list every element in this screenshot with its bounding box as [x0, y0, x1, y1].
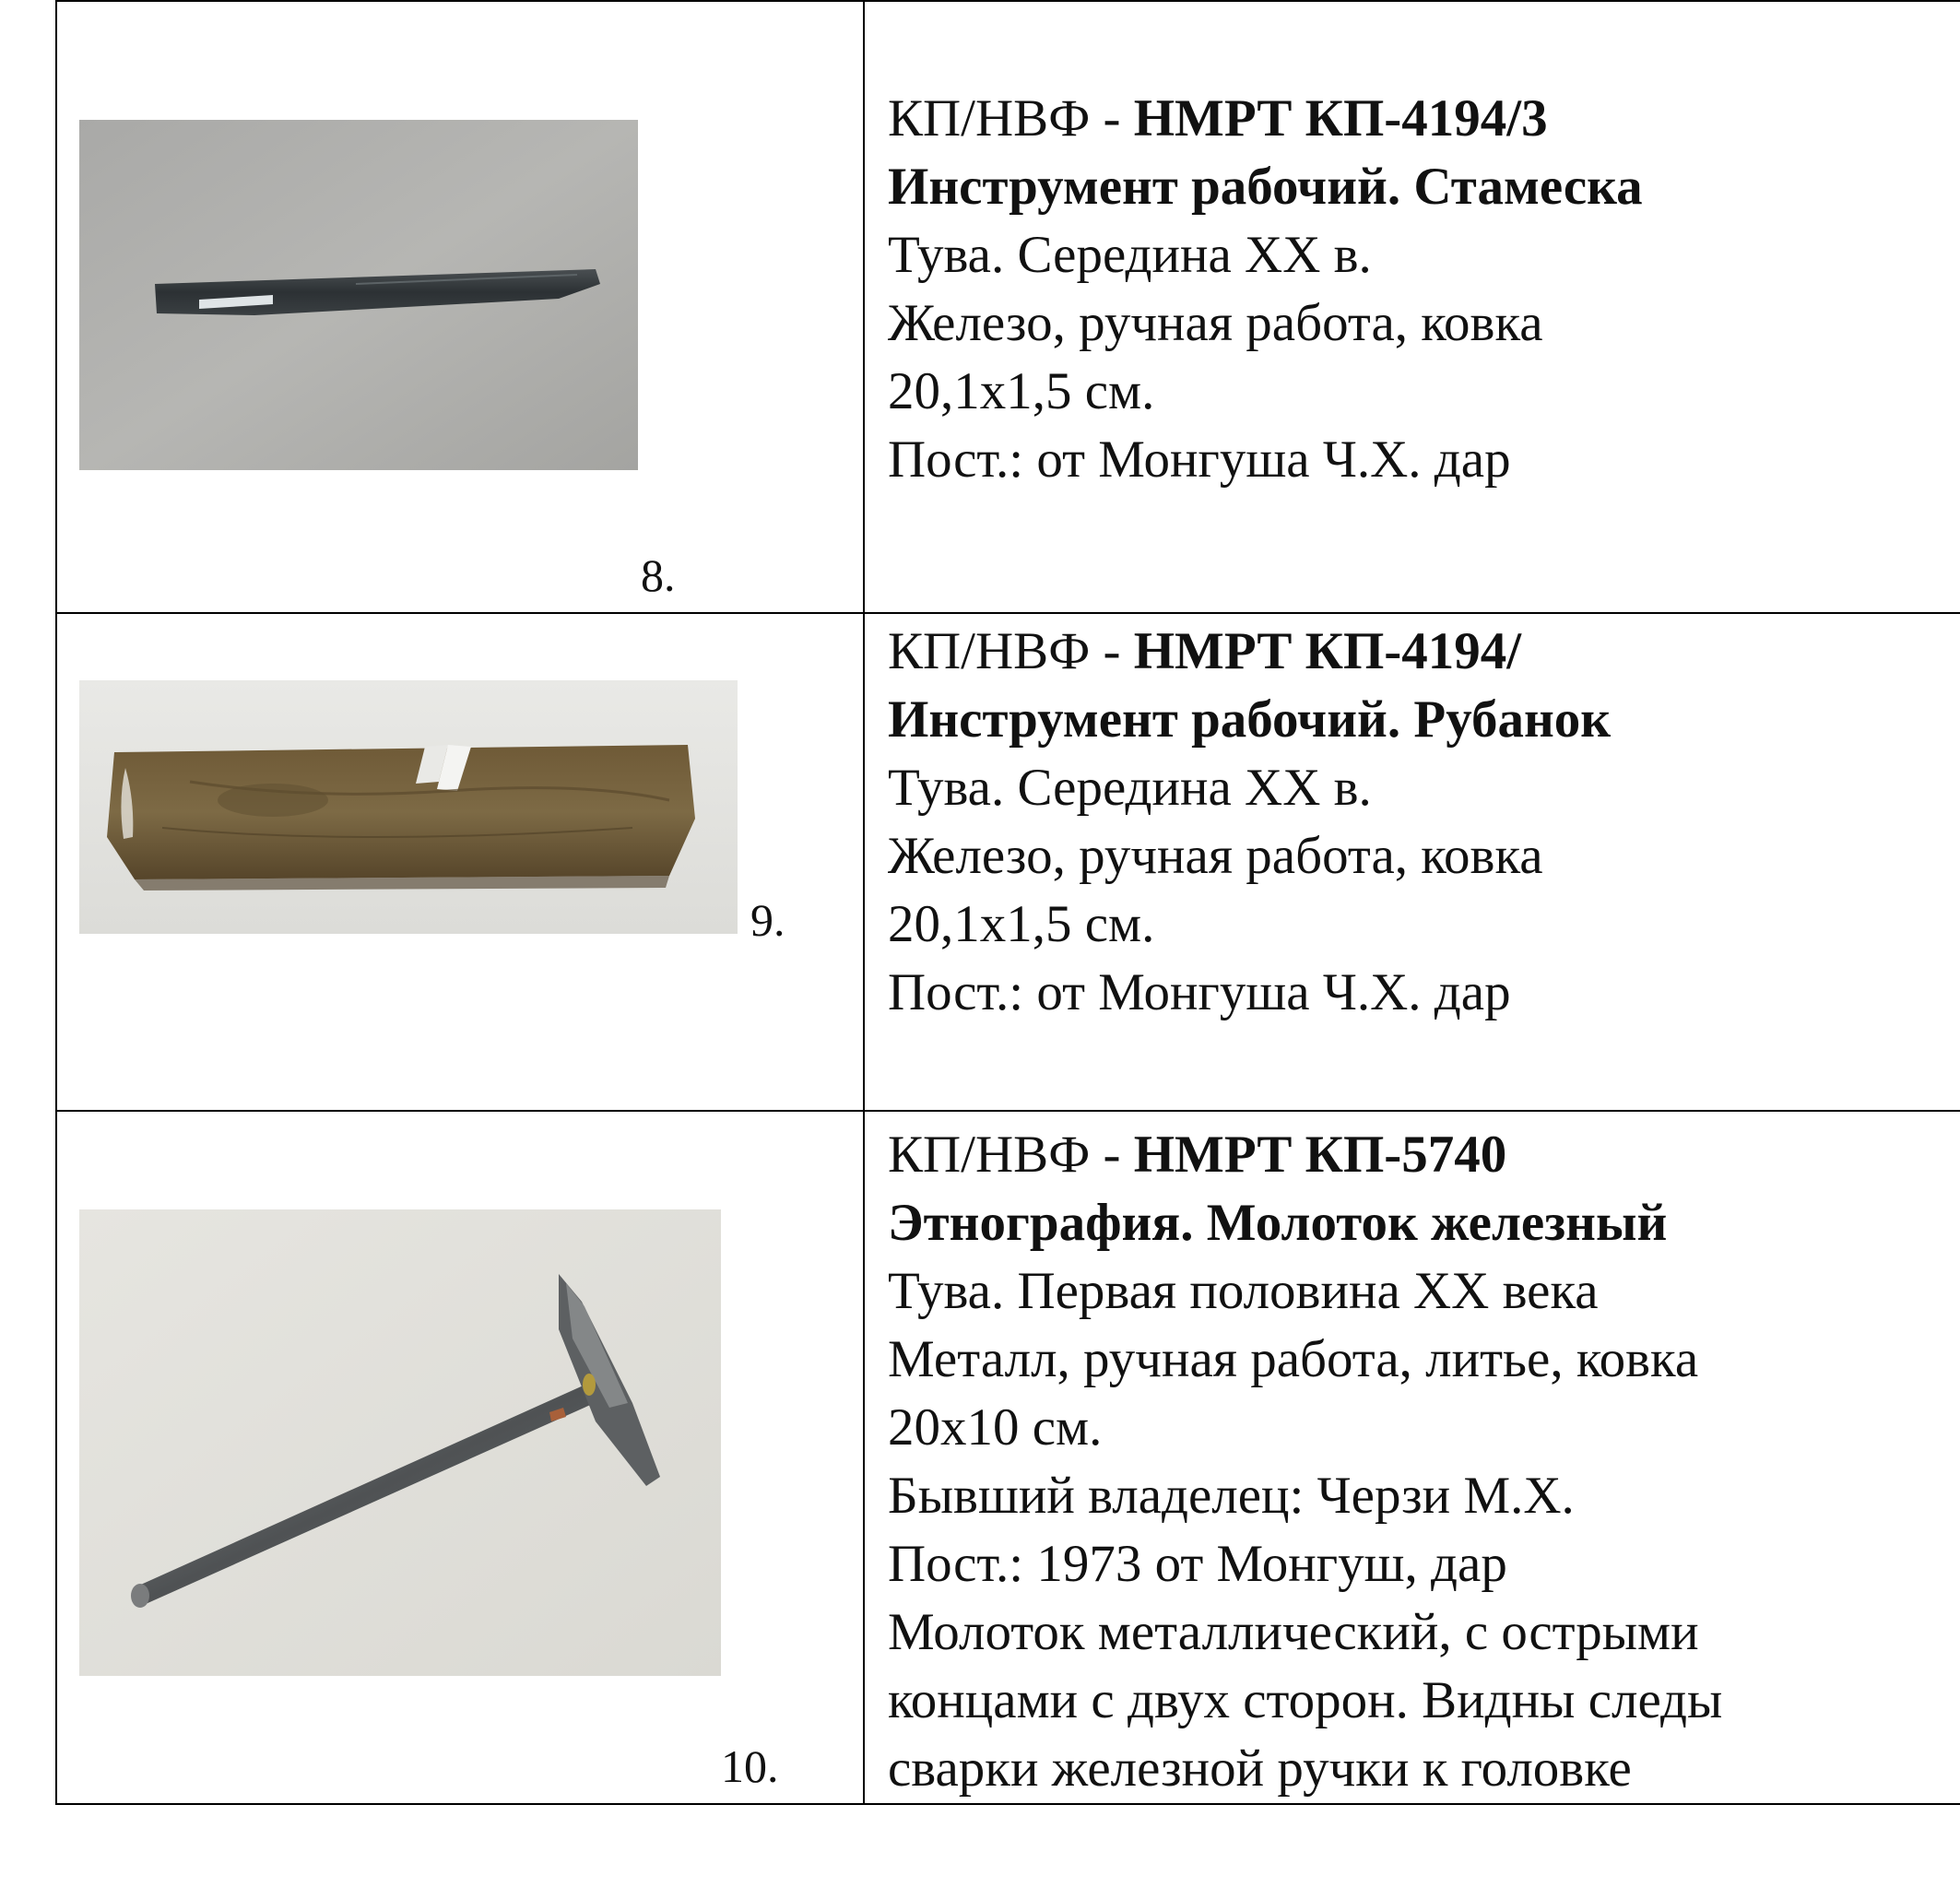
accession-prefix: КП/НВФ - [888, 622, 1134, 680]
accession-code: НМРТ КП-4194/ [1133, 622, 1522, 680]
item-number: 8. [641, 549, 676, 601]
iron-hammer-photo [79, 1209, 721, 1676]
photo-cell [56, 1111, 864, 1804]
item-dimensions: 20,1х1,5 см. [888, 895, 1155, 953]
item-origin: Тува. Первая половина XX века [888, 1262, 1599, 1320]
description-cell [864, 1111, 1960, 1804]
item-title: Инструмент рабочий. Рубанок [888, 690, 1612, 749]
catalog-row [56, 1, 1960, 613]
catalog-table [55, 0, 1960, 1805]
accession-prefix: КП/НВФ - [888, 89, 1134, 147]
item-former-owner: Бывший владелец: Черзи М.Х. [888, 1467, 1575, 1525]
photo-cell [56, 613, 864, 1111]
item-description [865, 1112, 1960, 1803]
item-acquisition: Пост.: от Монгуша Ч.Х. дар [888, 430, 1511, 489]
catalog-row [56, 1111, 1960, 1804]
item-dimensions: 20,1х1,5 см. [888, 362, 1155, 420]
accession-line [888, 618, 1960, 686]
item-acquisition: Пост.: от Монгуша Ч.Х. дар [888, 963, 1511, 1021]
description-cell [864, 613, 1960, 1111]
item-title: Этнография. Молоток железный [888, 1194, 1668, 1252]
item-number: 9. [750, 894, 785, 946]
accession-line [888, 85, 1960, 153]
item-note-line: концами с двух сторон. Видны следы [888, 1671, 1723, 1729]
item-description [865, 2, 1960, 494]
chisel-photo [79, 120, 638, 470]
item-dimensions: 20х10 см. [888, 1398, 1103, 1457]
accession-line [888, 1121, 1960, 1189]
photo-cell [56, 1, 864, 613]
item-title: Инструмент рабочий. Стамеска [888, 158, 1643, 216]
item-acquisition: Пост.: 1973 от Монгуш, дар [888, 1535, 1507, 1593]
item-number: 10. [721, 1740, 779, 1792]
item-note-line: Молоток металлический, с острыми [888, 1603, 1699, 1661]
wooden-plane-photo [79, 680, 738, 934]
item-material: Металл, ручная работа, литье, ковка [888, 1330, 1699, 1388]
item-origin: Тува. Середина XX в. [888, 226, 1372, 284]
item-note-line: сварки железной ручки к головке [888, 1740, 1632, 1798]
description-cell [864, 1, 1960, 613]
item-material: Железо, ручная работа, ковка [888, 294, 1543, 352]
item-origin: Тува. Середина XX в. [888, 759, 1372, 817]
accession-code: НМРТ КП-4194/3 [1133, 89, 1548, 147]
accession-prefix: КП/НВФ - [888, 1126, 1134, 1184]
accession-code: НМРТ КП-5740 [1133, 1126, 1507, 1184]
item-description [865, 614, 1960, 1027]
item-material: Железо, ручная работа, ковка [888, 827, 1543, 885]
catalog-row [56, 613, 1960, 1111]
